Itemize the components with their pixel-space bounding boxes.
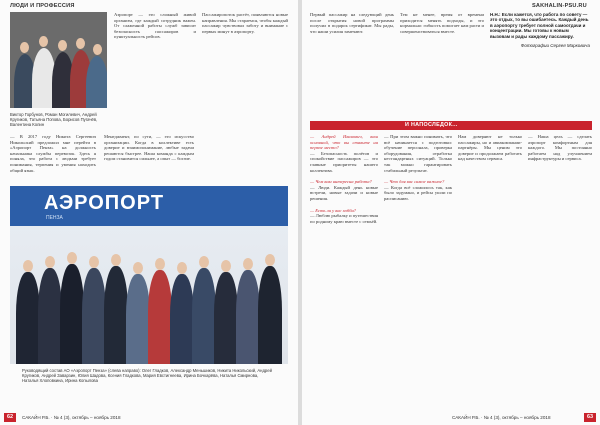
portrait-photo [10, 12, 107, 108]
airport-logo-subtext: ПЕНЗА [46, 215, 63, 221]
rubric-right: SAKHALIN-PSU.RU [532, 3, 587, 9]
sidebar-note-credit: Фотографии Сергея Марковича [520, 43, 590, 49]
text-column-mid [384, 134, 452, 404]
left-page [0, 0, 298, 425]
question-1: — Андрей Иванович, ваш основной, что вы ставите на первое место? [310, 134, 378, 151]
sidebar-note-text: Н.Н.: Если кажется, что работа по совету — это отдых, то вы ошибаетесь. Каждый день в аэропорту требует полной самоотдачи и концентрации. Мы готовы к новым вызовам и рады каждому пассажиру. [490, 12, 589, 39]
section-title-bar [310, 121, 592, 130]
airport-logo-text: АЭРОПОРТ [44, 192, 165, 214]
footer-left: САКАЙН Р.Б. · № 4 (3), октябрь – ноябрь 2018 [22, 415, 121, 420]
text-column-top-a: Первый пассажир на следующий день после открытия новой программы получил в подарок сертификат. Мы рады, что наши усилия замечают. [310, 12, 394, 34]
mid-text: — При этом важно понимать, что всё начинается с подготовки: обучение персонала, проверка оборудования, отработка нестандартных ситуаций. Только так можно гарантировать стабильный результат. [384, 134, 452, 173]
rubric-left: ЛЮДИ И ПРОФЕССИЯ [10, 3, 75, 9]
answer-1: — Безопасность полётов и спокойствие пассажиров — это главные приоритеты нашего коллектива. [310, 150, 378, 173]
text-column-right-a: Нам доверяют не только пассажиры, но и авиакомпании-партнёры. Мы ценим это доверие и продолжаем работать над качеством сервиса. [458, 134, 522, 162]
text-column-upper-2: Пассажиропоток растёт, появляются новые направления. Мы стараемся, чтобы каждый пассажир чувствовал заботу и внимание с первых минут в аэропорту. [202, 12, 288, 34]
text-column-intro-a: — В 2017 году Никита Сергеевич Никольский предложил мне перейти в «Аэропорт Пенза» на должность начальника службы перевозок. Здесь я поняла, что работа с людьми требует понимания, терпения и умения находить общий язык. [10, 134, 96, 173]
answer-4: — Когда всё сложилось так, как было задумано, и рейсы ушли по расписанию. [384, 184, 452, 201]
question-3: — Есть ли у вас хобби? [310, 207, 357, 213]
text-column-intro-b: Менеджмент, по сути, — это искусство организации. Когда в коллективе есть доверие и взаимопонимание, любые задачи решаются быстрее. Наша команда с каждым годом становится сильнее, а опыт — богаче. [104, 134, 194, 162]
portrait-caption: Виктор Горбунов, Роман Могилевич, Андрей Кругиков, Татьяна Попова, Борисов Пугачёв, Валентина Колин [10, 112, 98, 128]
footer-right: САКАЙН Р.Б. · № 4 (3), октябрь – ноябрь 2018 [452, 415, 551, 420]
sidebar-note [490, 12, 590, 112]
text-column-upper-1: Аэропорт — это сложный живой организм, где каждый сотрудник важен. От слаженной работы служб зависит безопасность пассажиров и пунктуальность рейсов. [114, 12, 196, 40]
question-2: — Чем вам интересна работа? [310, 179, 372, 185]
right-page [302, 0, 600, 425]
text-column-right-b: — Наша цель — сделать аэропорт комфортным для каждого. Мы постоянно работаем над улучшением инфраструктуры и сервиса. [528, 134, 592, 162]
question-4: — Что для вас самое важное? [384, 179, 445, 185]
qa-column-1 [310, 134, 378, 404]
answer-2: — Люди. Каждый день новые встречи, новые задачи и новые решения. [310, 184, 378, 201]
group-caption: Руководящий состав АО «Аэропорт Пенза» (слева направо): Олег Гладков, Александр Меньшиков, Никита Никольский, Андрей Кругиков, Андрей Заварзин, Юлия Шадова, Ксения Гладкова, Мария Евстигнеева, Ирина Бочкарёва, Наталья Смирнова, Наталья Хлоповкина, Ирина Копылова [22, 368, 272, 384]
page-number-left: 62 [4, 413, 16, 422]
answer-3: — Люблю рыбалку и путешествия по родному краю вместе с семьёй. [310, 213, 378, 224]
text-column-top-b: Тем не менее, время от времени приходится менять подходы, и это нормально: гибкость помогает нам расти и совершенствоваться вместе. [400, 12, 484, 34]
page-number-right: 63 [584, 413, 596, 422]
section-title: И НАПОСЛЕДОК... [405, 122, 458, 128]
group-photo [10, 186, 288, 364]
